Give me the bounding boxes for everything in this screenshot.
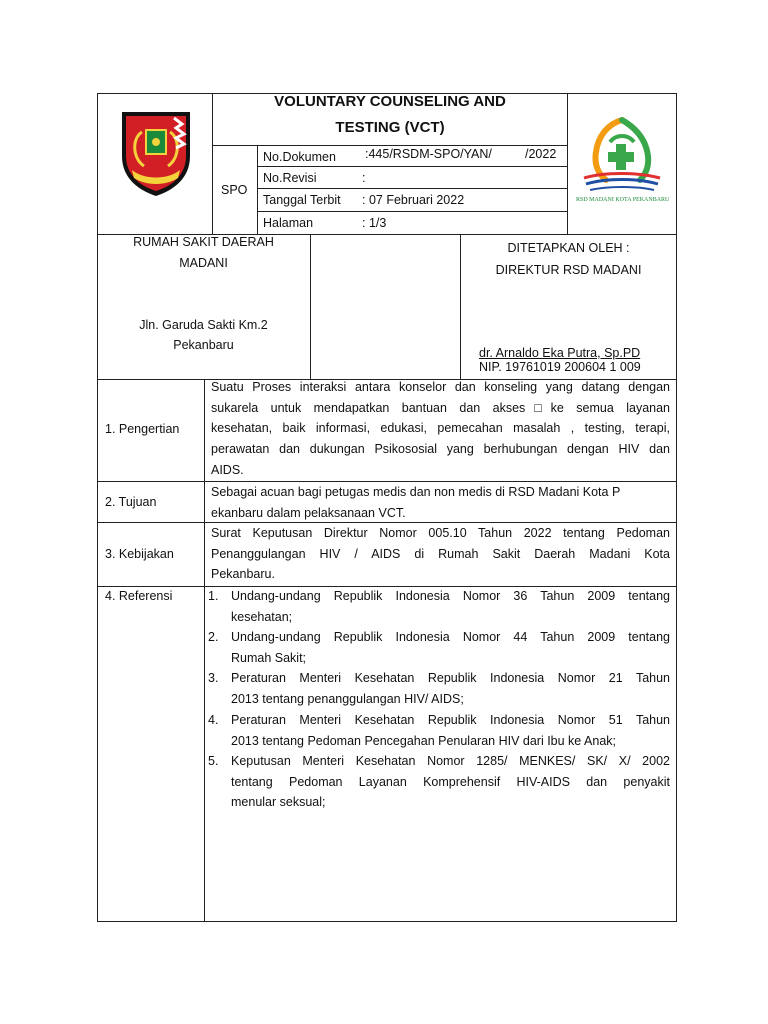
pengertian-text [211, 377, 670, 481]
signer-name: dr. Arnaldo Eka Putra, Sp.PD [479, 346, 641, 360]
referensi-item [208, 668, 670, 710]
tanggal-terbit-value: : 07 Februari 2022 [362, 193, 465, 207]
no-dokumen-year: /2022 [525, 147, 557, 161]
hospital-name-line1: RUMAH SAKIT DAERAH [133, 235, 274, 249]
direktur-title: DIREKTUR RSD MADANI [495, 263, 642, 277]
tujuan-line: ekanbaru dalam pelaksanaan VCT. [211, 505, 406, 520]
referensi-line: Peraturan Menteri Kesehatan Republik Indonesia Nomor 51 Tahun [231, 713, 670, 727]
pengertian-line: perawatan dan dukungan Psikososial yang berhubungan dengan HIV dan [211, 442, 670, 457]
pengertian-label: 1. Pengertian [105, 422, 180, 436]
referensi-line: tentang Pedoman Layanan Komprehensif HIV-AIDS dan penyakit [231, 774, 670, 789]
referensi-item [208, 710, 670, 752]
signer-nip: NIP. 19761019 200604 1 009 [479, 360, 641, 374]
riau-shield-logo [118, 108, 194, 198]
kebijakan-line: Pekanbaru. [211, 567, 275, 582]
tanggal-terbit-label: Tanggal Terbit [263, 193, 341, 207]
ditetapkan-oleh: DITETAPKAN OLEH : [507, 241, 630, 255]
referensi-line: 2013 tentang penanggulangan HIV/ AIDS; [231, 691, 464, 706]
rsd-madani-logo [576, 114, 668, 210]
right-logo-caption: RSD MADANI KOTA PEKANBARU [576, 197, 670, 203]
referensi-number: 5. [208, 754, 219, 768]
referensi-number: 4. [208, 713, 219, 727]
pengertian-line: kesehatan, baik informasi, edukasi, pemecahan masalah , testing, terapi, [211, 421, 670, 436]
kebijakan-line: Surat Keputusan Direktur Nomor 005.10 Tahun 2022 tentang Pedoman [211, 526, 670, 540]
halaman-label: Halaman [263, 216, 314, 230]
address-line1: Jln. Garuda Sakti Km.2 [139, 318, 268, 332]
referensi-label: 4. Referensi [105, 589, 173, 603]
no-revisi-value: : [362, 171, 366, 185]
referensi-item [208, 627, 670, 669]
no-dokumen-value: :445/RSDM-SPO/YAN/ [365, 147, 492, 161]
referensi-line: Peraturan Menteri Kesehatan Republik Indonesia Nomor 21 Tahun [231, 671, 670, 685]
tujuan-label: 2. Tujuan [105, 495, 157, 509]
pengertian-line: sukarela untuk mendapatkan bantuan dan akses□ke semua layanan [211, 400, 670, 415]
referensi-item [208, 751, 670, 815]
halaman-value: : 1/3 [362, 216, 387, 230]
pengertian-line: Suatu Proses interaksi antara konselor dan konseling yang datang dengan [211, 380, 670, 394]
referensi-line: Undang-undang Republik Indonesia Nomor 36 Tahun 2009 tentang [231, 589, 670, 603]
referensi-line: Rumah Sakit; [231, 650, 307, 665]
referensi-number: 1. [208, 589, 219, 603]
doc-title-line2: TESTING (VCT) [335, 119, 445, 136]
kebijakan-line: Penanggulangan HIV / AIDS di Rumah Sakit Daerah Madani Kota [211, 546, 670, 561]
pengertian-line: AIDS. [211, 462, 244, 477]
kebijakan-label: 3. Kebijakan [105, 547, 174, 561]
referensi-line: Keputusan Menteri Kesehatan Nomor 1285/ MENKES/ SK/ X/ 2002 [231, 754, 670, 768]
no-dokumen-label: No.Dokumen [263, 150, 336, 164]
referensi-line: 2013 tentang Pedoman Pencegahan Penularan HIV dari Ibu ke Anak; [231, 733, 617, 748]
referensi-item [208, 586, 670, 628]
address-line2: Pekanbaru [173, 338, 234, 352]
tujuan-text [211, 482, 670, 523]
hospital-name-line2: MADANI [179, 256, 228, 270]
referensi-number: 2. [208, 630, 219, 644]
spo-label: SPO [221, 183, 248, 197]
no-revisi-label: No.Revisi [263, 171, 317, 185]
tujuan-line: Sebagai acuan bagi petugas medis dan non medis di RSD Madani Kota P [211, 485, 621, 499]
doc-title-line1: VOLUNTARY COUNSELING AND [274, 93, 506, 110]
referensi-number: 3. [208, 671, 219, 685]
referensi-line: kesehatan; [231, 609, 293, 624]
referensi-line: Undang-undang Republik Indonesia Nomor 44 Tahun 2009 tentang [231, 630, 670, 644]
kebijakan-text [211, 523, 670, 585]
referensi-line: menular seksual; [231, 795, 326, 810]
